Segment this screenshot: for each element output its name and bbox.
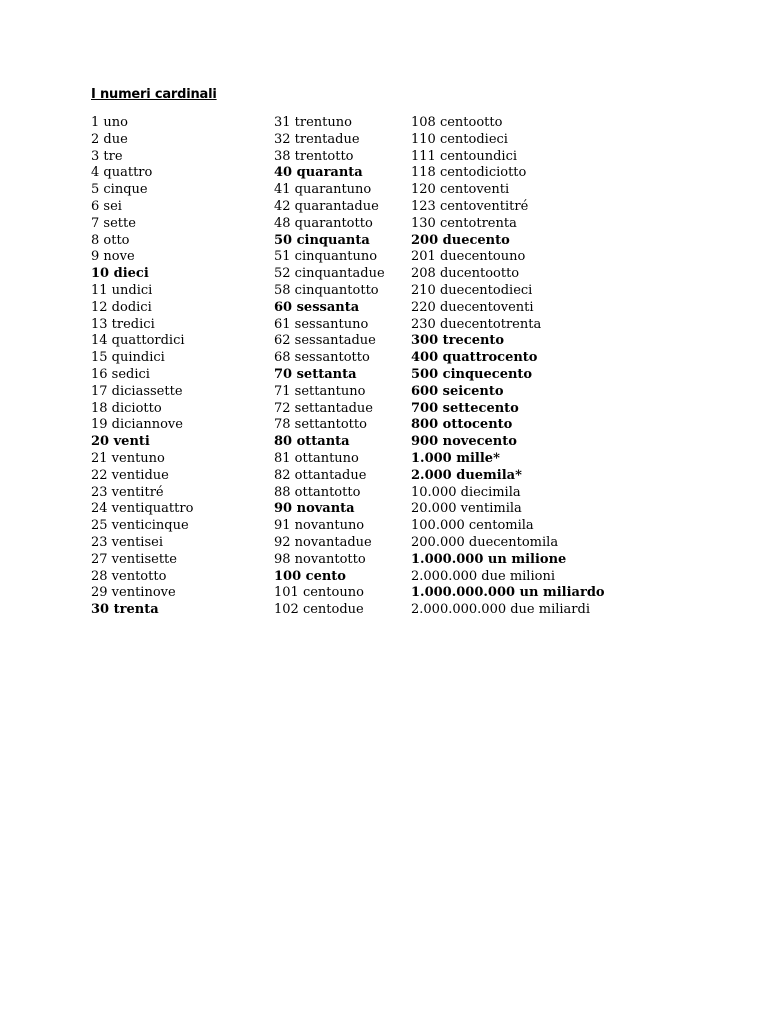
number-entry: 80 ottanta bbox=[274, 434, 350, 450]
number-entry: 201 duecentouno bbox=[411, 249, 526, 265]
number-entry: 17 diciassette bbox=[91, 383, 183, 399]
number-entry: 58 cinquantotto bbox=[274, 282, 379, 298]
numbers-column-2 bbox=[274, 115, 385, 619]
number-entry: 8 otto bbox=[91, 232, 130, 248]
number-entry: 200 duecento bbox=[411, 232, 510, 248]
number-entry: 38 trentotto bbox=[274, 148, 354, 164]
number-entry: 2.000 duemila* bbox=[411, 467, 522, 483]
number-entry: 2 due bbox=[91, 131, 128, 147]
number-entry: 210 duecentodieci bbox=[411, 282, 533, 298]
number-entry: 700 settecento bbox=[411, 400, 519, 416]
number-entry: 31 trentuno bbox=[274, 115, 352, 130]
number-entry: 30 trenta bbox=[91, 602, 159, 618]
number-entry: 300 trecento bbox=[411, 333, 505, 349]
number-entry: 208 ducentootto bbox=[411, 266, 520, 282]
number-entry: 18 diciotto bbox=[91, 400, 162, 416]
number-entry: 1 uno bbox=[91, 115, 128, 130]
number-entry: 81 ottantuno bbox=[274, 450, 359, 466]
numbers-column-3 bbox=[411, 115, 605, 619]
numbers-column-1 bbox=[91, 115, 193, 619]
number-entry: 5 cinque bbox=[91, 182, 148, 198]
number-entry: 88 ottantotto bbox=[274, 484, 361, 500]
number-entry: 48 quarantotto bbox=[274, 215, 373, 231]
number-entry: 21 ventuno bbox=[91, 450, 165, 466]
number-entry: 11 undici bbox=[91, 282, 153, 298]
number-entry: 51 cinquantuno bbox=[274, 249, 378, 265]
number-entry: 118 centodiciotto bbox=[411, 165, 527, 181]
number-entry: 40 quaranta bbox=[274, 165, 363, 181]
number-entry: 2.000.000 due milioni bbox=[411, 568, 555, 584]
number-entry: 41 quarantuno bbox=[274, 182, 372, 198]
number-entry: 72 settantadue bbox=[274, 400, 373, 416]
number-entry: 20 venti bbox=[91, 434, 150, 450]
number-entry: 24 ventiquattro bbox=[91, 501, 194, 517]
number-entry: 32 trentadue bbox=[274, 131, 360, 147]
number-entry: 70 settanta bbox=[274, 366, 357, 382]
number-entry: 1.000 mille* bbox=[411, 450, 500, 466]
number-entry: 62 sessantadue bbox=[274, 333, 376, 349]
number-entry: 91 novantuno bbox=[274, 518, 365, 534]
page-title: I numeri cardinali bbox=[91, 87, 217, 102]
number-entry: 25 venticinque bbox=[91, 518, 189, 534]
number-entry: 28 ventotto bbox=[91, 568, 167, 584]
number-entry: 2.000.000.000 due miliardi bbox=[411, 602, 591, 618]
number-entry: 71 settantuno bbox=[274, 383, 366, 399]
number-entry: 16 sedici bbox=[91, 366, 150, 382]
number-entry: 108 centootto bbox=[411, 115, 503, 130]
number-entry: 23 ventisei bbox=[91, 534, 163, 550]
number-entry: 1.000.000 un milione bbox=[411, 551, 567, 567]
number-entry: 19 diciannove bbox=[91, 417, 183, 433]
number-entry: 12 dodici bbox=[91, 299, 152, 315]
number-entry: 92 novantadue bbox=[274, 534, 372, 550]
number-entry: 6 sei bbox=[91, 198, 122, 214]
number-entry: 50 cinquanta bbox=[274, 232, 370, 248]
number-entry: 13 tredici bbox=[91, 316, 155, 332]
number-entry: 1.000.000.000 un miliardo bbox=[411, 585, 605, 601]
number-entry: 27 ventisette bbox=[91, 551, 177, 567]
number-entry: 123 centoventitré bbox=[411, 198, 529, 214]
number-entry: 20.000 ventimila bbox=[411, 501, 522, 517]
number-entry: 4 quattro bbox=[91, 165, 153, 181]
number-entry: 220 duecentoventi bbox=[411, 299, 534, 315]
number-entry: 101 centouno bbox=[274, 585, 364, 601]
number-entry: 3 tre bbox=[91, 148, 123, 164]
number-entry: 100 cento bbox=[274, 568, 346, 584]
number-entry: 10.000 diecimila bbox=[411, 484, 521, 500]
number-entry: 111 centoundici bbox=[411, 148, 518, 164]
number-entry: 15 quindici bbox=[91, 350, 165, 366]
number-entry: 52 cinquantadue bbox=[274, 266, 385, 282]
number-entry: 200.000 duecentomila bbox=[411, 534, 559, 550]
number-entry: 42 quarantadue bbox=[274, 198, 379, 214]
number-entry: 29 ventinove bbox=[91, 585, 176, 601]
number-entry: 110 centodieci bbox=[411, 131, 508, 147]
number-entry: 82 ottantadue bbox=[274, 467, 367, 483]
number-entry: 120 centoventi bbox=[411, 182, 510, 198]
number-entry: 900 novecento bbox=[411, 434, 517, 450]
number-entry: 14 quattordici bbox=[91, 333, 185, 349]
number-entry: 22 ventidue bbox=[91, 467, 169, 483]
number-entry: 600 seicento bbox=[411, 383, 504, 399]
number-entry: 23 ventitré bbox=[91, 484, 164, 500]
number-entry: 9 nove bbox=[91, 249, 135, 265]
number-entry: 10 dieci bbox=[91, 266, 149, 282]
number-entry: 90 novanta bbox=[274, 501, 355, 517]
number-entry: 78 settantotto bbox=[274, 417, 367, 433]
number-entry: 230 duecentotrenta bbox=[411, 316, 542, 332]
number-entry: 500 cinquecento bbox=[411, 366, 533, 382]
number-entry: 102 centodue bbox=[274, 602, 364, 618]
number-entry: 100.000 centomila bbox=[411, 518, 534, 534]
number-entry: 130 centotrenta bbox=[411, 215, 517, 231]
number-entry: 800 ottocento bbox=[411, 417, 513, 433]
number-entry: 61 sessantuno bbox=[274, 316, 369, 332]
number-entry: 7 sette bbox=[91, 215, 136, 231]
number-entry: 98 novantotto bbox=[274, 551, 366, 567]
number-entry: 68 sessantotto bbox=[274, 350, 370, 366]
number-entry: 400 quattrocento bbox=[411, 350, 538, 366]
number-entry: 60 sessanta bbox=[274, 299, 360, 315]
